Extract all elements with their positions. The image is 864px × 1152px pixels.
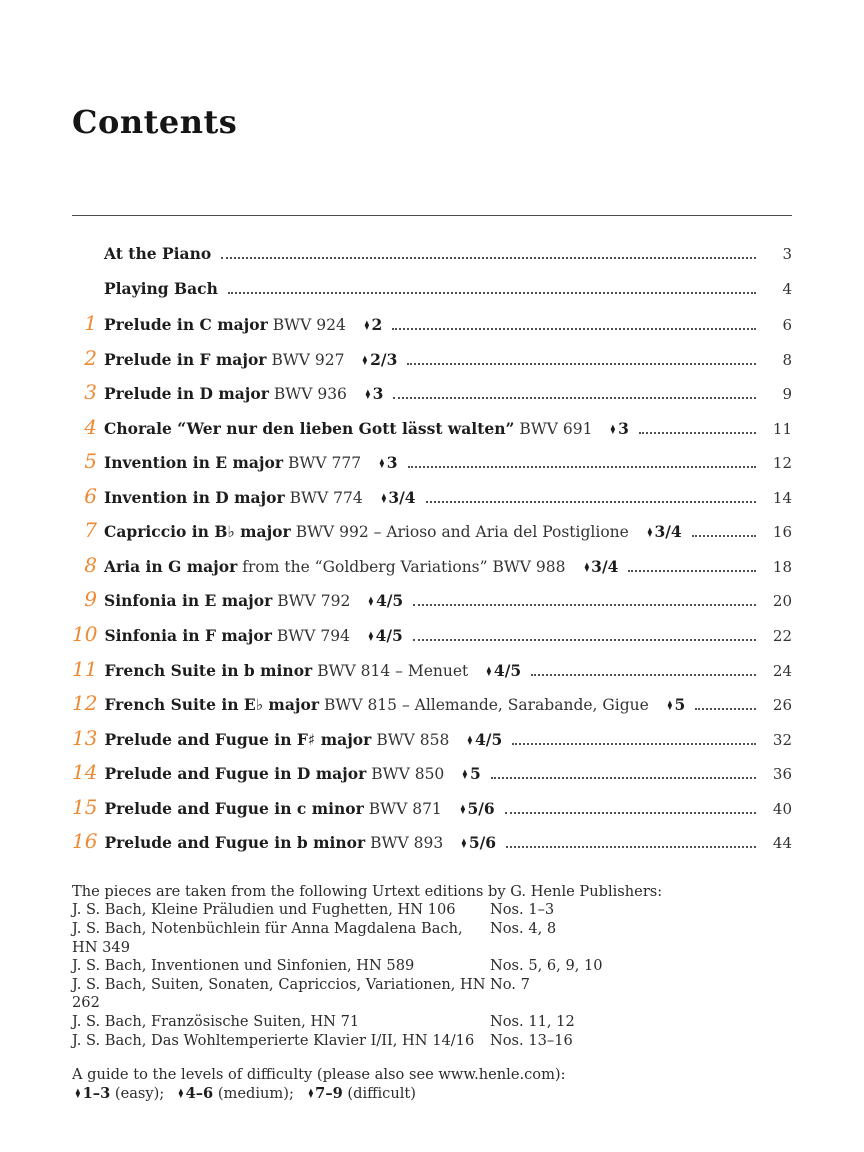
dot-leader bbox=[392, 324, 756, 330]
entry-title: French Suite in b minor bbox=[104, 660, 313, 680]
guide-range bbox=[305, 1085, 343, 1102]
entry-number: 9 bbox=[84, 587, 97, 612]
difficulty-value: 3/4 bbox=[654, 522, 682, 542]
difficulty-value: 3 bbox=[618, 418, 629, 438]
toc-entry bbox=[72, 411, 792, 446]
dot-leader bbox=[639, 428, 756, 434]
entry-title: French Suite in E♭ major bbox=[104, 695, 319, 715]
entry-number: 5 bbox=[84, 449, 97, 474]
entry-detail: from the “Goldberg Variations” BWV 988 bbox=[242, 557, 566, 576]
entry-detail: BWV 992 – Arioso and Aria del Postiglione bbox=[295, 523, 629, 542]
entry-title: Prelude in F major bbox=[104, 349, 267, 369]
entry-title: Sinfonia in E major bbox=[104, 591, 273, 611]
difficulty-value: 4/5 bbox=[475, 729, 503, 749]
entry-difficulty bbox=[483, 661, 521, 683]
entry-page-number: 18 bbox=[772, 557, 792, 576]
source-row bbox=[72, 1013, 792, 1032]
dot-leader bbox=[426, 497, 756, 503]
source-row bbox=[72, 957, 792, 976]
entry-title: At the Piano bbox=[104, 244, 212, 263]
source-edition: J. S. Bach, Kleine Präludien und Fughetten, HN 106 bbox=[72, 901, 456, 919]
entry-difficulty bbox=[378, 488, 416, 510]
difficulty-diamond-icon: ♦ bbox=[364, 388, 372, 404]
source-numbers: Nos. 5, 6, 9, 10 bbox=[490, 957, 603, 975]
entry-detail: BWV 814 – Menuet bbox=[317, 661, 469, 680]
dot-leader bbox=[221, 253, 756, 259]
difficulty-diamond-icon: ♦ bbox=[459, 802, 467, 818]
difficulty-value: 2 bbox=[371, 315, 383, 335]
toc-entry bbox=[72, 307, 792, 342]
entry-page-number: 11 bbox=[772, 419, 792, 438]
difficulty-value: 4/5 bbox=[375, 591, 404, 611]
dot-leader bbox=[413, 635, 756, 641]
entry-title: Chorale “Wer nur den lieben Gott lässt walten” bbox=[104, 418, 515, 438]
toc-entry bbox=[72, 653, 792, 688]
guide-level bbox=[305, 1085, 416, 1102]
entry-number: 13 bbox=[72, 725, 98, 750]
entry-title: Aria in G major bbox=[104, 556, 238, 576]
guide-desc: (easy); bbox=[114, 1084, 165, 1102]
entry-page-number: 24 bbox=[772, 661, 792, 680]
guide-level bbox=[72, 1085, 164, 1102]
entry-detail: BWV 927 bbox=[271, 350, 345, 369]
dot-leader bbox=[505, 808, 756, 814]
entry-page-number: 8 bbox=[782, 350, 792, 369]
toc-entry bbox=[72, 687, 792, 722]
entry-difficulty bbox=[365, 591, 403, 613]
source-row bbox=[72, 1032, 792, 1051]
toc-entry bbox=[72, 722, 792, 757]
difficulty-diamond-icon: ♦ bbox=[460, 837, 468, 853]
entry-page-number: 9 bbox=[782, 385, 792, 404]
entry-page-number: 3 bbox=[782, 245, 792, 263]
entry-number: 4 bbox=[84, 414, 97, 439]
difficulty-diamond-icon: ♦ bbox=[367, 630, 375, 646]
toc-entry bbox=[72, 549, 792, 584]
difficulty-value: 3/4 bbox=[388, 487, 416, 507]
toc-entry bbox=[72, 342, 792, 377]
source-edition: J. S. Bach, Das Wohltemperierte Klavier I/II, HN 14/16 bbox=[72, 1031, 475, 1049]
guide-intro: A guide to the levels of difficulty (please also see www.henle.com): bbox=[72, 1066, 566, 1084]
dot-leader bbox=[506, 842, 756, 848]
entry-title: Sinfonia in F major bbox=[104, 626, 272, 646]
entry-number: 2 bbox=[84, 345, 97, 370]
entry-difficulty bbox=[365, 626, 403, 648]
source-edition: J. S. Bach, Notenbüchlein für Anna Magdalena Bach, HN 349 bbox=[72, 920, 463, 956]
entry-difficulty bbox=[459, 764, 480, 786]
entry-number: 3 bbox=[84, 380, 97, 405]
difficulty-diamond-icon: ♦ bbox=[306, 1086, 314, 1102]
toc-entry bbox=[72, 756, 792, 791]
difficulty-diamond-icon: ♦ bbox=[367, 595, 375, 611]
difficulty-value: 5 bbox=[469, 764, 481, 784]
entry-difficulty bbox=[458, 833, 496, 855]
difficulty-diamond-icon: ♦ bbox=[485, 664, 493, 680]
guide-range bbox=[175, 1085, 213, 1102]
dot-leader bbox=[408, 462, 756, 468]
entry-difficulty bbox=[359, 350, 397, 372]
toc-entry bbox=[72, 514, 792, 549]
entry-detail: BWV 794 bbox=[276, 627, 350, 646]
toc-entry bbox=[72, 376, 792, 411]
entry-page-number: 20 bbox=[772, 592, 792, 611]
entry-title: Prelude and Fugue in F♯ major bbox=[104, 729, 372, 749]
entry-difficulty bbox=[361, 315, 382, 337]
entry-page-number: 26 bbox=[772, 696, 792, 715]
dot-leader bbox=[695, 704, 756, 710]
difficulty-diamond-icon: ♦ bbox=[582, 560, 590, 576]
entry-detail: BWV 792 bbox=[277, 592, 351, 611]
entry-page-number: 36 bbox=[772, 765, 792, 784]
entry-detail: BWV 858 bbox=[376, 730, 450, 749]
difficulty-value: 5/6 bbox=[468, 833, 497, 853]
entry-difficulty bbox=[644, 522, 682, 544]
toc-entry bbox=[72, 445, 792, 480]
guide-level bbox=[175, 1085, 294, 1102]
difficulty-diamond-icon: ♦ bbox=[609, 422, 617, 438]
source-numbers: Nos. 13–16 bbox=[490, 1031, 573, 1049]
entry-detail: BWV 924 bbox=[272, 316, 346, 335]
toc-front-entry bbox=[72, 238, 792, 273]
entry-detail: BWV 691 bbox=[519, 419, 593, 438]
dot-leader bbox=[531, 670, 756, 676]
dot-leader bbox=[692, 531, 756, 537]
entry-title: Prelude in C major bbox=[104, 315, 268, 335]
difficulty-value: 4/5 bbox=[375, 626, 403, 646]
difficulty-value: 4/5 bbox=[493, 660, 522, 680]
difficulty-diamond-icon: ♦ bbox=[379, 491, 388, 507]
entry-detail: BWV 774 bbox=[289, 488, 363, 507]
entry-detail: BWV 871 bbox=[368, 799, 442, 818]
entry-page-number: 32 bbox=[772, 730, 792, 749]
toc-entry bbox=[72, 480, 792, 515]
source-edition: J. S. Bach, Französische Suiten, HN 71 bbox=[72, 1013, 360, 1030]
entry-detail: BWV 815 – Allemande, Sarabande, Gigue bbox=[324, 696, 649, 715]
difficulty-diamond-icon: ♦ bbox=[177, 1086, 185, 1102]
difficulty-diamond-icon: ♦ bbox=[666, 699, 674, 715]
source-edition: J. S. Bach, Suiten, Sonaten, Capriccios, Variationen, HN 262 bbox=[72, 975, 486, 1012]
entry-page-number: 12 bbox=[772, 454, 792, 473]
page-title: Contents bbox=[72, 103, 238, 141]
entry-difficulty bbox=[457, 799, 495, 821]
dot-leader bbox=[512, 739, 756, 745]
dot-leader bbox=[413, 600, 756, 606]
difficulty-value: 2/3 bbox=[370, 349, 398, 369]
entry-difficulty bbox=[362, 384, 383, 406]
entry-difficulty bbox=[581, 557, 619, 579]
toc-entry bbox=[72, 583, 792, 618]
guide-desc: (difficult) bbox=[347, 1084, 416, 1102]
entry-difficulty bbox=[464, 730, 502, 752]
entry-title: Prelude and Fugue in c minor bbox=[104, 798, 364, 818]
entry-page-number: 44 bbox=[772, 834, 792, 853]
source-numbers: No. 7 bbox=[490, 975, 530, 993]
entry-page-number: 22 bbox=[772, 627, 792, 646]
difficulty-value: 3 bbox=[386, 453, 398, 473]
dot-leader bbox=[407, 359, 756, 365]
entry-detail: BWV 936 bbox=[273, 385, 347, 404]
entry-number: 8 bbox=[84, 552, 97, 577]
table-of-contents bbox=[72, 238, 792, 860]
entry-difficulty bbox=[664, 695, 685, 717]
difficulty-value: 3/4 bbox=[591, 556, 619, 576]
entry-number: 7 bbox=[84, 518, 97, 543]
guide-levels bbox=[72, 1085, 792, 1105]
guide-range-value: 1–3 bbox=[82, 1084, 111, 1102]
entry-page-number: 14 bbox=[772, 488, 792, 507]
difficulty-diamond-icon: ♦ bbox=[461, 768, 469, 784]
guide-range bbox=[72, 1085, 110, 1102]
difficulty-value: 5 bbox=[674, 695, 686, 715]
source-row bbox=[72, 976, 792, 1013]
entry-detail: BWV 850 bbox=[371, 765, 445, 784]
entry-title: Prelude and Fugue in D major bbox=[104, 764, 367, 784]
difficulty-diamond-icon: ♦ bbox=[378, 457, 386, 473]
entry-number: 6 bbox=[84, 483, 97, 508]
source-numbers: Nos. 11, 12 bbox=[490, 1013, 575, 1030]
guide-desc: (medium); bbox=[217, 1084, 294, 1102]
difficulty-diamond-icon: ♦ bbox=[74, 1086, 82, 1102]
entry-title: Capriccio in B♭ major bbox=[104, 522, 291, 542]
entry-title: Prelude and Fugue in b minor bbox=[104, 833, 366, 853]
difficulty-diamond-icon: ♦ bbox=[361, 353, 369, 369]
toc-entry bbox=[72, 618, 792, 653]
entry-title: Playing Bach bbox=[104, 278, 218, 298]
difficulty-diamond-icon: ♦ bbox=[646, 526, 654, 542]
dot-leader bbox=[628, 566, 756, 572]
entry-title: Invention in D major bbox=[104, 487, 285, 507]
entry-page-number: 4 bbox=[782, 279, 792, 298]
sources-note bbox=[72, 883, 792, 1050]
entry-difficulty bbox=[376, 453, 397, 475]
entry-number: 1 bbox=[84, 311, 97, 336]
entry-detail: BWV 777 bbox=[288, 454, 362, 473]
toc-entry bbox=[72, 791, 792, 826]
entry-detail: BWV 893 bbox=[370, 834, 444, 853]
entry-title: Invention in E major bbox=[104, 453, 284, 473]
dot-leader bbox=[491, 773, 756, 779]
entry-page-number: 40 bbox=[772, 799, 792, 818]
difficulty-diamond-icon: ♦ bbox=[466, 733, 474, 749]
entry-number: 12 bbox=[72, 691, 98, 716]
entry-title: Prelude in D major bbox=[104, 384, 269, 404]
difficulty-guide bbox=[72, 1066, 792, 1104]
divider bbox=[72, 215, 792, 216]
guide-range-value: 7–9 bbox=[315, 1084, 343, 1102]
entry-number: 11 bbox=[72, 656, 98, 681]
entry-number: 15 bbox=[72, 794, 98, 819]
entry-page-number: 16 bbox=[772, 523, 792, 542]
difficulty-value: 5/6 bbox=[467, 798, 495, 818]
source-row bbox=[72, 920, 792, 957]
entry-number: 10 bbox=[72, 622, 98, 647]
entry-number: 16 bbox=[72, 829, 98, 854]
entry-difficulty bbox=[607, 419, 628, 441]
toc-entry bbox=[72, 825, 792, 860]
dot-leader bbox=[228, 288, 756, 294]
source-edition: J. S. Bach, Inventionen und Sinfonien, HN 589 bbox=[72, 957, 415, 975]
entry-page-number: 6 bbox=[782, 316, 792, 335]
guide-range-value: 4–6 bbox=[185, 1084, 214, 1102]
source-numbers: Nos. 1–3 bbox=[490, 901, 555, 919]
difficulty-diamond-icon: ♦ bbox=[363, 319, 371, 335]
sources-intro: The pieces are taken from the following Urtext editions by G. Henle Publishers: bbox=[72, 882, 663, 900]
difficulty-value: 3 bbox=[372, 384, 384, 404]
dot-leader bbox=[393, 393, 756, 399]
source-numbers: Nos. 4, 8 bbox=[490, 920, 557, 938]
source-row bbox=[72, 901, 792, 920]
entry-number: 14 bbox=[72, 760, 98, 785]
toc-front-entry bbox=[72, 273, 792, 308]
